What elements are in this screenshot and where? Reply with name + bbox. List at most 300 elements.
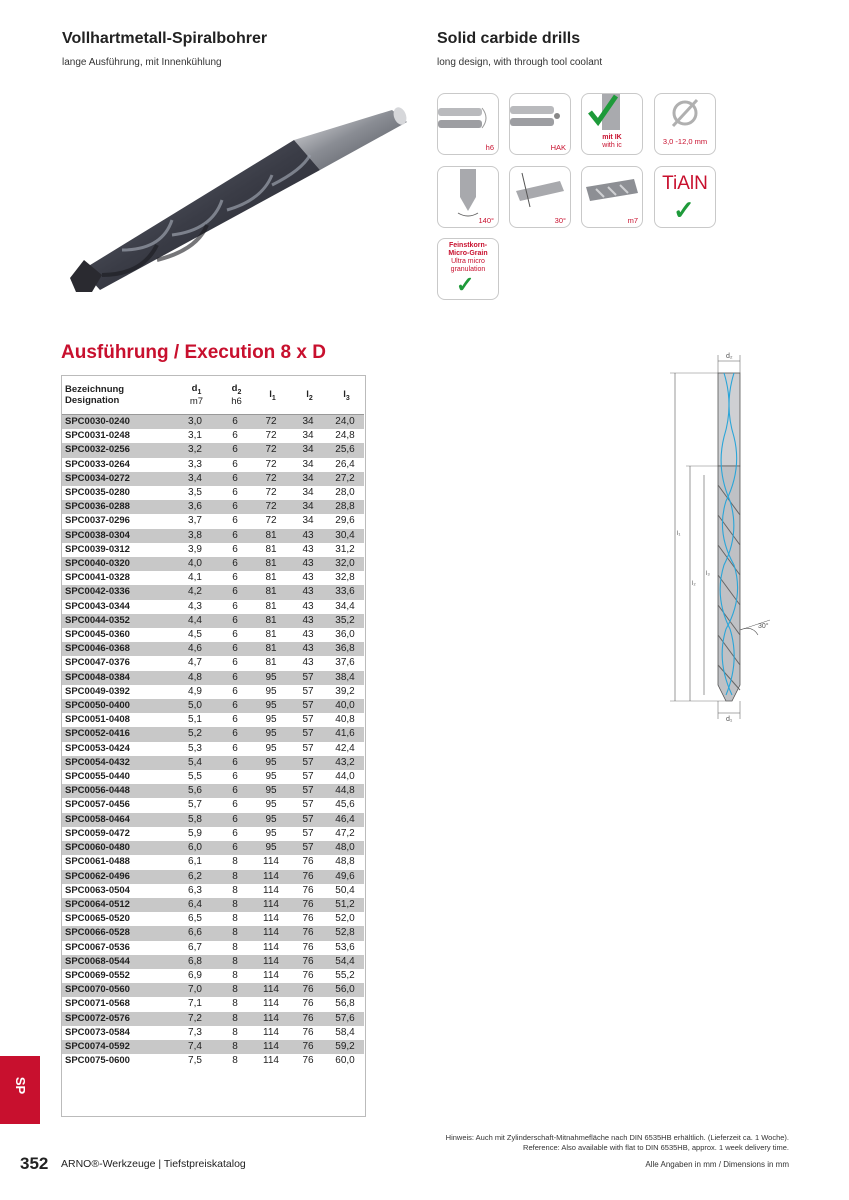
cell-l1: 81 (252, 585, 290, 599)
cell-d2: 8 (218, 870, 252, 884)
cell-l1: 95 (252, 727, 290, 741)
cell-d2: 6 (232, 629, 238, 641)
checkmark-icon: ✓ (456, 272, 475, 297)
table-row (62, 514, 364, 528)
cell-l1: 114 (252, 870, 290, 884)
cell-l3: 33,6 (326, 585, 364, 599)
page-number: 352 (20, 1154, 49, 1173)
cell-l3: 28,0 (335, 487, 355, 499)
cell-l1: 114 (263, 884, 279, 896)
cell-l2: 57 (290, 727, 326, 741)
cell-d1: 4,7 (188, 657, 202, 669)
cell-l3: 46,4 (326, 813, 364, 827)
cell-l2: 76 (290, 898, 326, 912)
cell-l1: 114 (252, 926, 290, 940)
cell-l2: 57 (290, 841, 326, 855)
cell-d2: 8 (218, 1012, 252, 1026)
d2-header (218, 376, 252, 415)
cell-d1: 7,3 (188, 1026, 202, 1038)
cell-d2: 6 (218, 699, 252, 713)
cell-l1: 81 (265, 572, 277, 584)
cell-l3: 36,8 (326, 642, 364, 656)
cell-d2: 6 (232, 458, 238, 470)
icon-caption: 30° (554, 216, 566, 225)
cell-designation: SPC0035-0280 (65, 487, 130, 499)
cell-l1: 81 (265, 629, 277, 641)
cell-designation: SPC0041-0328 (65, 572, 130, 584)
table-row (62, 557, 364, 571)
cell-l1: 81 (252, 614, 290, 628)
cell-l1: 81 (265, 543, 277, 555)
cell-l3: 56,8 (335, 998, 355, 1010)
table-row (62, 955, 364, 969)
cell-d1: 3,1 (188, 430, 202, 442)
cell-l1: 95 (252, 784, 290, 798)
cell-d2: 8 (232, 856, 238, 868)
cell-l3: 51,2 (326, 898, 364, 912)
cell-d1: 3,4 (172, 472, 218, 486)
cell-l1: 114 (263, 941, 279, 953)
cell-d1: 7,0 (172, 983, 218, 997)
l3-dimension-label: l₃ (706, 571, 710, 577)
cell-l3: 43,2 (326, 756, 364, 770)
cell-d2: 6 (218, 472, 252, 486)
cell-l2: 57 (290, 671, 326, 685)
cell-l2: 57 (302, 742, 314, 754)
l3-symbol: l (343, 388, 346, 400)
cell-l3: 24,8 (335, 430, 355, 442)
spec-table-body (62, 415, 364, 1069)
cell-l2: 43 (302, 600, 314, 612)
cell-designation: SPC0047-0376 (65, 657, 130, 669)
table-row (62, 997, 364, 1011)
cell-l2: 57 (290, 784, 326, 798)
table-row (62, 870, 364, 884)
cell-l2: 34 (302, 458, 314, 470)
table-row (62, 770, 364, 784)
tolerance-m7-icon (581, 166, 643, 228)
cell-d2: 6 (232, 714, 238, 726)
cell-d1: 6,3 (188, 884, 202, 896)
cell-d2: 8 (232, 998, 238, 1010)
cell-l2: 34 (290, 443, 326, 457)
cell-l1: 72 (265, 458, 277, 470)
cell-l1: 114 (252, 983, 290, 997)
l3-sub: 3 (345, 394, 350, 402)
table-header-row (62, 376, 364, 415)
cell-d1: 3,3 (188, 458, 202, 470)
cell-designation: SPC0075-0600 (65, 1055, 130, 1067)
cell-designation: SPC0045-0360 (65, 629, 130, 641)
cell-l3: 41,6 (326, 727, 364, 741)
cell-l1: 114 (263, 913, 279, 925)
cell-l1: 114 (252, 898, 290, 912)
cell-d2: 8 (232, 913, 238, 925)
cell-l1: 114 (263, 1055, 279, 1067)
cell-designation: SPC0059-0472 (65, 827, 130, 839)
d1-tolerance: m7 (189, 395, 204, 407)
cell-l1: 95 (252, 813, 290, 827)
cell-designation: SPC0049-0392 (65, 685, 130, 697)
cell-l2: 76 (290, 955, 326, 969)
cell-designation: SPC0067-0536 (65, 941, 130, 953)
cell-d1: 7,2 (172, 1012, 218, 1026)
table-row (62, 941, 364, 955)
cell-d2: 8 (232, 941, 238, 953)
table-row (62, 571, 364, 585)
d1-sub: 1 (197, 388, 202, 396)
cell-l1: 81 (252, 642, 290, 656)
cell-designation: SPC0044-0352 (62, 614, 172, 628)
cell-d1: 5,3 (188, 742, 202, 754)
spec-table (62, 376, 364, 1068)
drill-product-image (62, 100, 412, 310)
cell-d1: 4,9 (188, 685, 202, 697)
table-row (62, 784, 364, 798)
cell-l3: 54,4 (326, 955, 364, 969)
table-row (62, 486, 364, 500)
cell-l3: 60,0 (335, 1055, 355, 1067)
cell-d1: 6,0 (172, 841, 218, 855)
cell-d2: 6 (218, 642, 252, 656)
l1-symbol: l (269, 388, 272, 400)
drill-technical-drawing (660, 345, 780, 725)
cell-d2: 6 (232, 742, 238, 754)
cell-designation: SPC0072-0576 (62, 1012, 172, 1026)
d1-dimension-label: d₁ (726, 716, 733, 723)
cell-d1: 5,4 (172, 756, 218, 770)
cell-l1: 72 (252, 472, 290, 486)
l2-symbol: l (306, 388, 309, 400)
table-row (62, 543, 364, 557)
table-row (62, 912, 364, 926)
d1-symbol: d (191, 383, 198, 395)
cell-l1: 95 (265, 771, 277, 783)
cell-d1: 3,9 (188, 543, 202, 555)
table-row (62, 585, 364, 599)
cell-d2: 8 (218, 1040, 252, 1054)
cell-d1: 6,6 (172, 926, 218, 940)
helix-angle-label: 30° (758, 623, 769, 630)
section-title: Ausführung / Execution 8 x D (61, 342, 326, 363)
designation-header (62, 376, 172, 415)
cell-l2: 34 (290, 472, 326, 486)
cell-d1: 6,9 (188, 969, 202, 981)
cell-l2: 43 (302, 572, 314, 584)
cell-designation: SPC0058-0464 (62, 813, 172, 827)
icon-caption: 3,0 -12,0 mm (662, 137, 708, 146)
table-row (62, 798, 364, 812)
cell-l2: 43 (302, 543, 314, 555)
cell-d1: 3,6 (172, 500, 218, 514)
cell-designation: SPC0053-0424 (65, 742, 130, 754)
cell-l2: 43 (290, 585, 326, 599)
cell-l2: 34 (290, 500, 326, 514)
cell-l3: 31,2 (335, 543, 355, 555)
shank-h6-icon (437, 93, 499, 155)
cell-l1: 114 (252, 1040, 290, 1054)
cell-d2: 6 (218, 671, 252, 685)
cell-l2: 76 (290, 1012, 326, 1026)
table-row (62, 969, 364, 983)
d2-sub: 2 (237, 388, 242, 396)
cell-l3: 57,6 (326, 1012, 364, 1026)
icon-caption: Ultra micro granulation (450, 258, 486, 273)
cell-l2: 34 (302, 430, 314, 442)
icon-caption: m7 (627, 216, 638, 225)
table-row (62, 827, 364, 841)
cell-d2: 6 (232, 685, 238, 697)
l3-header (326, 376, 364, 415)
table-row (62, 600, 364, 614)
cell-l2: 76 (302, 884, 314, 896)
cell-designation: SPC0063-0504 (65, 884, 130, 896)
cell-designation: SPC0042-0336 (62, 585, 172, 599)
cell-d1: 6,8 (172, 955, 218, 969)
cell-l3: 44,8 (326, 784, 364, 798)
cell-l3: 44,0 (335, 771, 355, 783)
cell-d2: 6 (218, 500, 252, 514)
cell-l3: 29,6 (335, 515, 355, 527)
cell-d2: 8 (218, 926, 252, 940)
cell-d1: 4,5 (188, 629, 202, 641)
cell-l2: 34 (302, 515, 314, 527)
cell-l1: 81 (252, 557, 290, 571)
icon-caption: with ic (602, 142, 622, 149)
cell-d1: 4,8 (172, 671, 218, 685)
cell-l2: 57 (302, 771, 314, 783)
cell-l3: 36,0 (335, 629, 355, 641)
cell-d2: 8 (232, 969, 238, 981)
catalog-name: ARNO®-Werkzeuge | Tiefstpreiskatalog (61, 1158, 246, 1170)
page-subtitle-de: lange Ausführung, mit Innenkühlung (62, 57, 222, 68)
d2-dimension-label: d₂ (726, 353, 733, 360)
table-row (62, 727, 364, 741)
cell-l3: 30,4 (326, 529, 364, 543)
cell-d2: 6 (232, 600, 238, 612)
cell-l2: 43 (290, 642, 326, 656)
cell-l1: 95 (252, 671, 290, 685)
cell-d1: 6,1 (188, 856, 202, 868)
cell-designation: SPC0071-0568 (65, 998, 130, 1010)
table-row (62, 926, 364, 940)
table-row (62, 813, 364, 827)
icon-caption: h6 (485, 143, 494, 152)
cell-l1: 95 (265, 742, 277, 754)
cell-designation: SPC0052-0416 (62, 727, 172, 741)
cell-d1: 6,5 (188, 913, 202, 925)
cell-l1: 95 (265, 714, 277, 726)
cell-designation: SPC0057-0456 (65, 799, 130, 811)
cell-l3: 28,8 (326, 500, 364, 514)
cell-l1: 81 (252, 529, 290, 543)
section-side-tab (0, 1056, 40, 1124)
table-row (62, 713, 364, 727)
cell-l3: 52,8 (326, 926, 364, 940)
cell-designation: SPC0046-0368 (62, 642, 172, 656)
cell-l1: 95 (265, 685, 277, 697)
cell-d2: 8 (232, 1055, 238, 1067)
cell-d2: 6 (232, 515, 238, 527)
cell-l2: 43 (290, 614, 326, 628)
cell-designation: SPC0038-0304 (62, 529, 172, 543)
table-row (62, 841, 364, 855)
table-row (62, 642, 364, 656)
cell-d2: 8 (218, 983, 252, 997)
cell-l3: 55,2 (335, 969, 355, 981)
cell-l2: 57 (302, 799, 314, 811)
helix-angle-icon (509, 166, 571, 228)
cell-l2: 76 (290, 926, 326, 940)
table-row (62, 529, 364, 543)
cell-l3: 53,6 (335, 941, 355, 953)
table-row (62, 1054, 364, 1068)
cell-designation: SPC0031-0248 (65, 430, 130, 442)
cell-designation: SPC0051-0408 (65, 714, 130, 726)
cell-l2: 76 (302, 913, 314, 925)
table-row (62, 500, 364, 514)
cell-l3: 34,4 (335, 600, 355, 612)
cell-l2: 43 (290, 557, 326, 571)
cell-l3: 48,8 (335, 856, 355, 868)
cell-designation: SPC0055-0440 (65, 771, 130, 783)
table-row (62, 429, 364, 443)
page-title-de: Vollhartmetall-Spiralbohrer (62, 30, 268, 47)
cell-designation: SPC0070-0560 (62, 983, 172, 997)
l1-sub: 1 (271, 394, 276, 402)
cell-l2: 76 (302, 1026, 314, 1038)
checkmark-icon: ✓ (673, 195, 695, 225)
cell-d2: 6 (218, 756, 252, 770)
cell-l2: 57 (302, 714, 314, 726)
diameter-range-icon (654, 93, 716, 155)
cell-designation: SPC0034-0272 (62, 472, 172, 486)
table-row (62, 699, 364, 713)
cell-l2: 34 (290, 415, 326, 430)
cell-designation: SPC0039-0312 (65, 543, 130, 555)
micro-grain-icon (437, 238, 499, 300)
table-row (62, 671, 364, 685)
cell-designation: SPC0048-0384 (62, 671, 172, 685)
cell-l1: 95 (265, 799, 277, 811)
cell-l3: 50,4 (335, 884, 355, 896)
cell-l1: 72 (265, 515, 277, 527)
cell-d1: 5,7 (188, 799, 202, 811)
cell-l1: 114 (263, 856, 279, 868)
cell-l2: 76 (302, 969, 314, 981)
table-row (62, 983, 364, 997)
cell-l3: 59,2 (326, 1040, 364, 1054)
cell-l3: 32,8 (335, 572, 355, 584)
cell-designation: SPC0036-0288 (62, 500, 172, 514)
cell-designation: SPC0033-0264 (65, 458, 130, 470)
cell-designation: SPC0032-0256 (62, 443, 172, 457)
cell-l3: 58,4 (335, 1026, 355, 1038)
cell-d2: 6 (232, 543, 238, 555)
cell-d2: 6 (218, 784, 252, 798)
cell-l2: 76 (302, 1055, 314, 1067)
d2-tolerance: h6 (231, 395, 242, 407)
cell-l3: 24,0 (326, 415, 364, 430)
internal-coolant-icon (581, 93, 643, 155)
cell-d1: 7,4 (172, 1040, 218, 1054)
cell-l3: 38,4 (326, 671, 364, 685)
cell-d2: 8 (232, 884, 238, 896)
cell-d2: 6 (218, 529, 252, 543)
table-row (62, 458, 364, 472)
cell-designation: SPC0037-0296 (65, 515, 130, 527)
l2-dimension-label: l₂ (692, 581, 696, 587)
cell-l1: 72 (252, 415, 290, 430)
table-row (62, 685, 364, 699)
cell-designation: SPC0061-0488 (65, 856, 130, 868)
cell-designation: SPC0073-0584 (65, 1026, 130, 1038)
cell-designation: SPC0066-0528 (62, 926, 172, 940)
cell-l3: 52,0 (335, 913, 355, 925)
cell-l2: 76 (302, 941, 314, 953)
icon-caption-bold: Feinstkorn- Micro-Grain (448, 242, 488, 257)
cell-d2: 6 (218, 443, 252, 457)
cell-d1: 5,5 (188, 771, 202, 783)
cell-l3: 37,6 (335, 657, 355, 669)
cell-d1: 5,0 (172, 699, 218, 713)
cell-designation: SPC0062-0496 (62, 870, 172, 884)
cell-l1: 72 (265, 487, 277, 499)
cell-d2: 6 (232, 657, 238, 669)
cell-l1: 114 (263, 1026, 279, 1038)
table-row (62, 855, 364, 869)
cell-d2: 6 (218, 557, 252, 571)
icon-caption: 140° (478, 216, 494, 225)
icon-caption: HAK (550, 143, 566, 152)
cell-l1: 114 (252, 955, 290, 969)
table-row (62, 742, 364, 756)
cell-d2: 6 (232, 487, 238, 499)
l2-header (290, 376, 326, 415)
cell-d2: 6 (218, 415, 252, 430)
cell-l1: 95 (252, 756, 290, 770)
cell-l1: 114 (263, 969, 279, 981)
cell-designation: SPC0043-0344 (65, 600, 130, 612)
side-tab-label: SP (13, 1076, 29, 1095)
cell-l3: 39,2 (335, 685, 355, 697)
cell-designation: SPC0040-0320 (62, 557, 172, 571)
cell-d1: 4,1 (188, 572, 202, 584)
cell-d1: 3,0 (172, 415, 218, 430)
cell-d2: 6 (218, 813, 252, 827)
cell-d2: 6 (232, 572, 238, 584)
cell-l3: 32,0 (326, 557, 364, 571)
note-line-de: Hinweis: Auch mit Zylinderschaft-Mitnahmefläche nach DIN 6535HB erhältlich. (Lieferzeit ca. 1 Woche). (445, 1133, 789, 1142)
cell-d1: 3,5 (188, 487, 202, 499)
icon-caption: TiAlN (662, 173, 708, 194)
cell-l3: 27,2 (326, 472, 364, 486)
cell-d1: 3,8 (172, 529, 218, 543)
cell-d1: 7,1 (188, 998, 202, 1010)
cell-l3: 25,6 (326, 443, 364, 457)
cell-designation: SPC0069-0552 (65, 969, 130, 981)
table-row (62, 443, 364, 457)
cell-l2: 76 (290, 870, 326, 884)
note-line-en: Reference: Also available with flat to DIN 6535HB, approx. 1 week delivery time. (523, 1143, 789, 1152)
table-row (62, 884, 364, 898)
cell-designation: SPC0030-0240 (62, 415, 172, 430)
cell-l1: 95 (252, 841, 290, 855)
cell-l3: 40,8 (335, 714, 355, 726)
table-row (62, 898, 364, 912)
cell-d2: 6 (232, 430, 238, 442)
cell-designation: SPC0050-0400 (62, 699, 172, 713)
